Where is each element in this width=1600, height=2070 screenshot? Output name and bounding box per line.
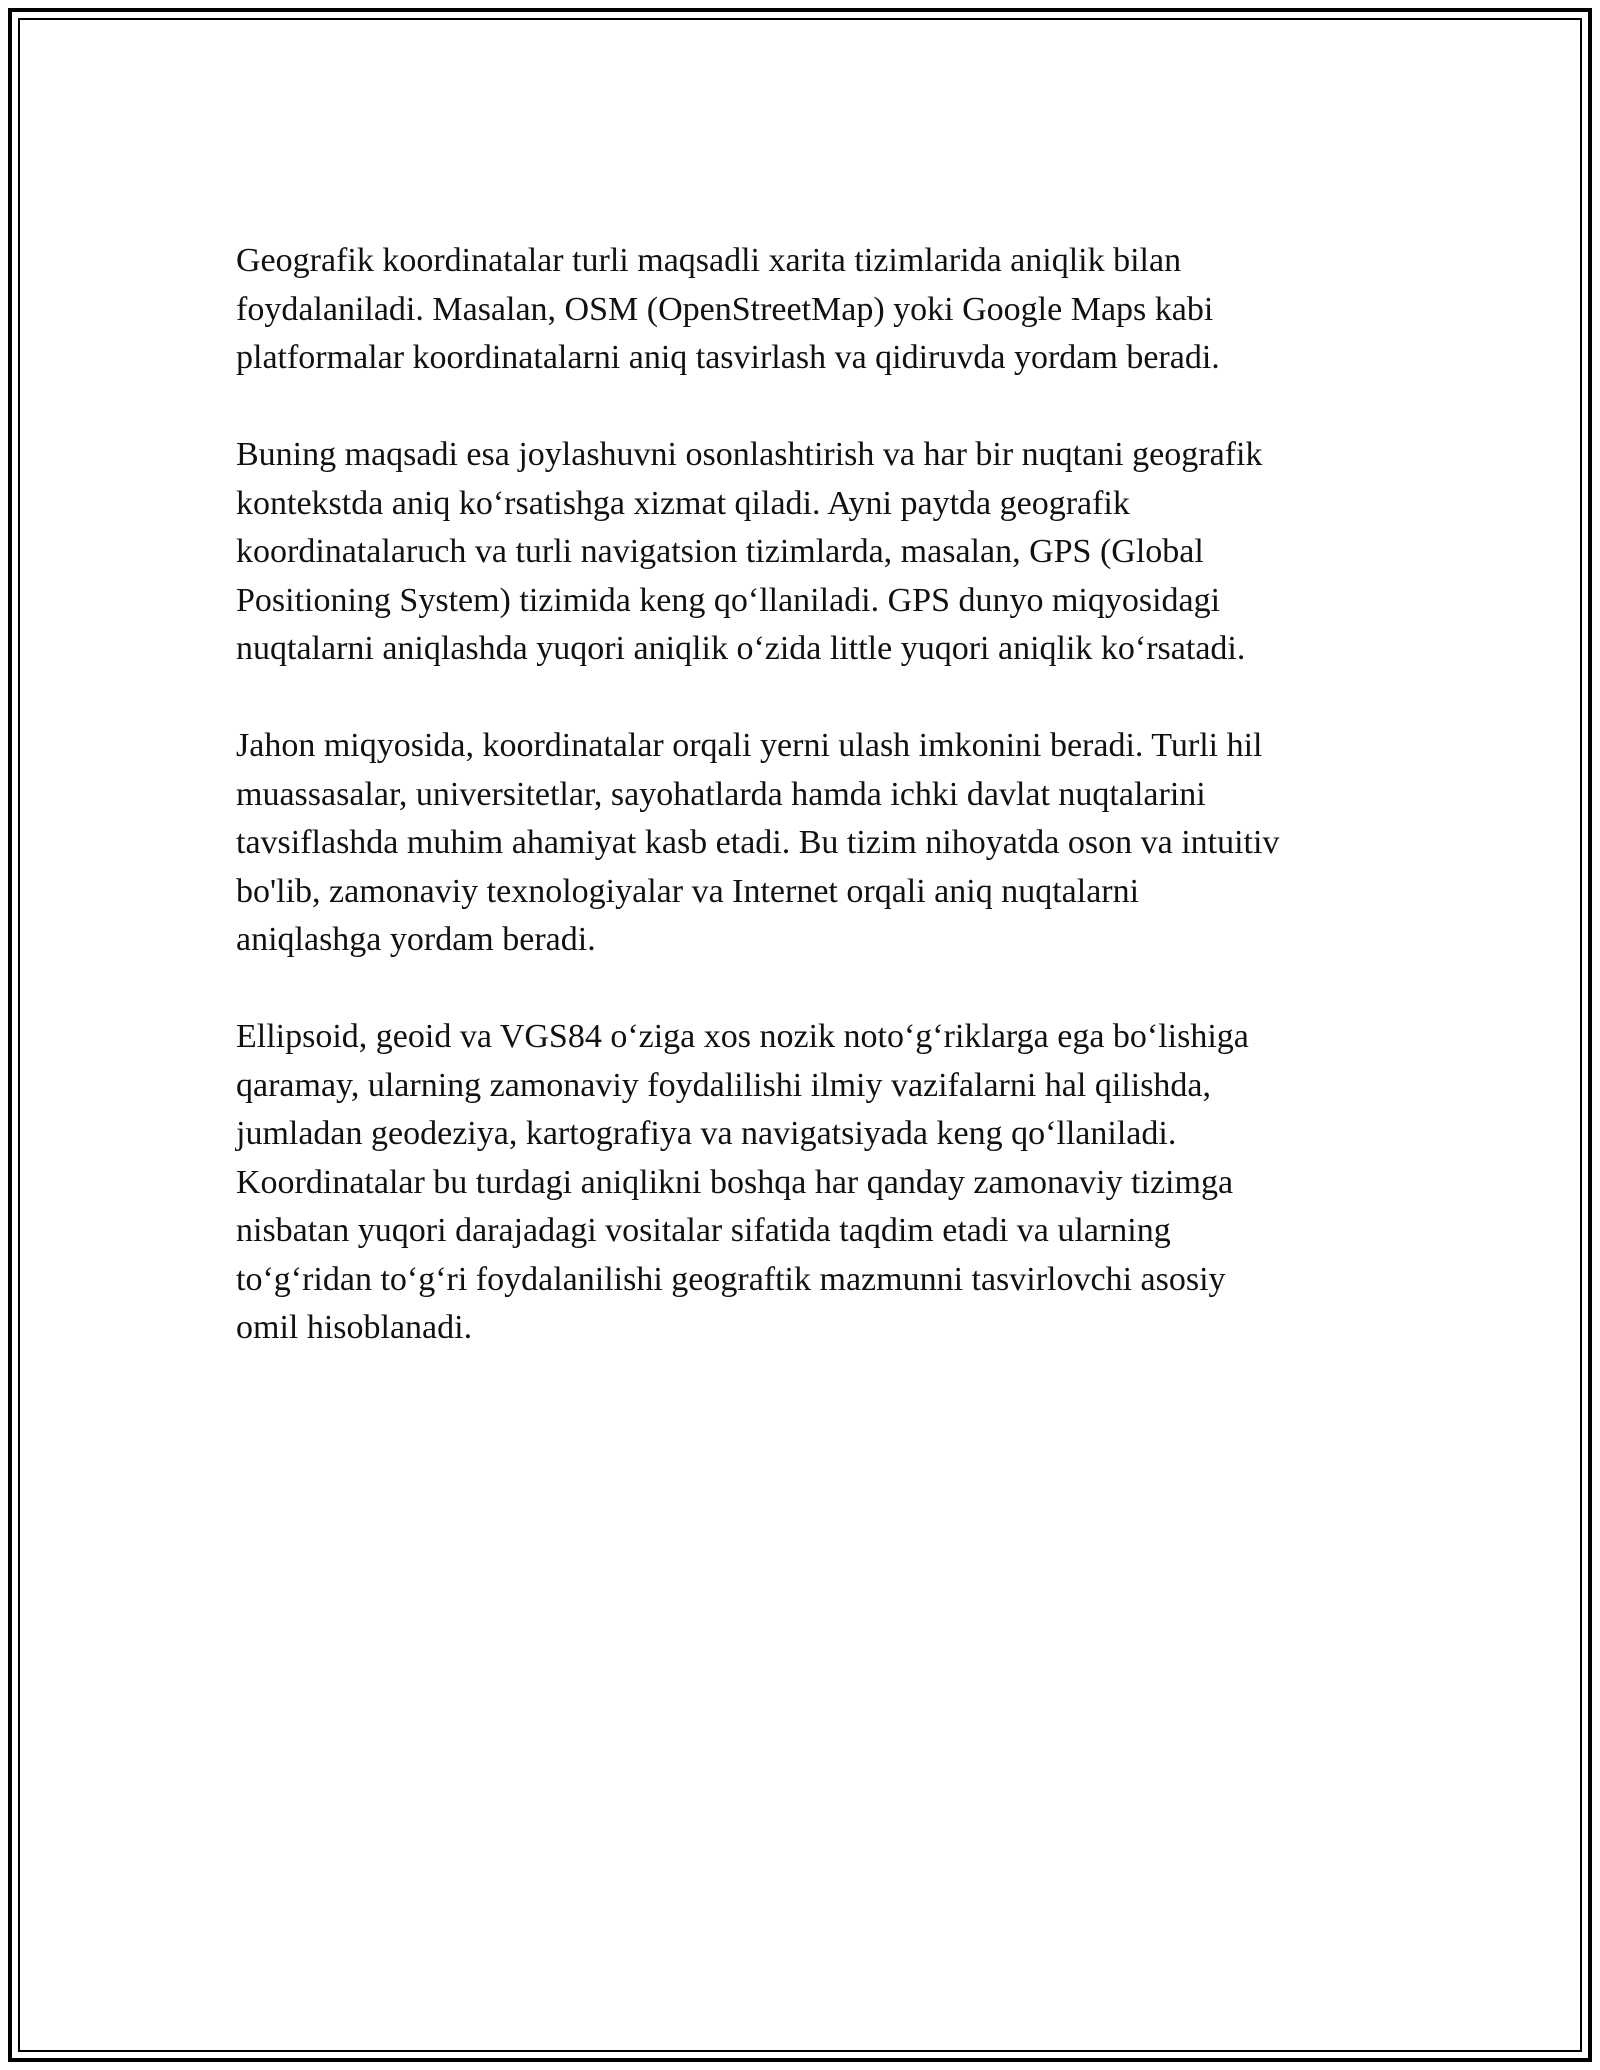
text-line: Buning maqsadi esa joylashuvni osonlashtirish va har bir nuqtani geografik: [236, 436, 1263, 473]
paragraph: [236, 722, 1376, 965]
text-line: qaramay, ularning zamonaviy foydalilishi ilmiy vazifalarni hal qilishda,: [236, 1066, 1212, 1104]
text-line: bo'lib, zamonaviy texnologiyalar va Internet orqali aniq nuqtalarni: [236, 872, 1140, 910]
text-line: Jahon miqyosida, koordinatalar orqali yerni ulash imkonini beradi. Turli hil: [236, 727, 1263, 764]
text-line: platformalar koordinatalarni aniq tasvirlash va qidiruvda yordam beradi.: [236, 339, 1220, 376]
document-body: [236, 237, 1376, 1401]
text-line: omil hisoblanadi.: [236, 1309, 473, 1346]
text-line: Ellipsoid, geoid va VGS84 o‘ziga xos nozik noto‘g‘riklarga ega bo‘lishiga: [236, 1018, 1249, 1055]
text-line: kontekstda aniq ko‘rsatishga xizmat qiladi. Ayni paytda geografik: [236, 484, 1130, 522]
paragraph: [236, 431, 1376, 674]
text-line: koordinatalaruch va turli navigatsion tizimlarda, masalan, GPS (Global: [236, 533, 1204, 570]
text-line: foydalaniladi. Masalan, OSM (OpenStreetMap) yoki Google Maps kabi: [236, 290, 1214, 328]
text-line: Koordinatalar bu turdagi aniqlikni boshqa har qanday zamonaviy tizimga: [236, 1163, 1234, 1201]
paragraph: [236, 1013, 1376, 1353]
text-line: aniqlashga yordam beradi.: [236, 921, 596, 958]
text-line: jumladan geodeziya, kartografiya va navigatsiyada keng qo‘llaniladi.: [236, 1115, 1177, 1152]
text-line: to‘g‘ridan to‘g‘ri foydalanilishi geograftik mazmunni tasvirlovchi asosiy: [236, 1260, 1226, 1298]
paragraph: [236, 237, 1376, 383]
text-line: nuqtalarni aniqlashda yuqori aniqlik o‘zida little yuqori aniqlik ko‘rsatadi.: [236, 630, 1246, 667]
text-line: Geografik koordinatalar turli maqsadli xarita tizimlarida aniqlik bilan: [236, 242, 1182, 279]
text-line: nisbatan yuqori darajadagi vositalar sifatida taqdim etadi va ularning: [236, 1212, 1171, 1249]
text-line: muassasalar, universitetlar, sayohatlarda hamda ichki davlat nuqtalarini: [236, 775, 1206, 813]
text-line: tavsiflashda muhim ahamiyat kasb etadi. Bu tizim nihoyatda oson va intuitiv: [236, 824, 1280, 861]
text-line: Positioning System) tizimida keng qo‘llaniladi. GPS dunyo miqyosidagi: [236, 581, 1221, 619]
